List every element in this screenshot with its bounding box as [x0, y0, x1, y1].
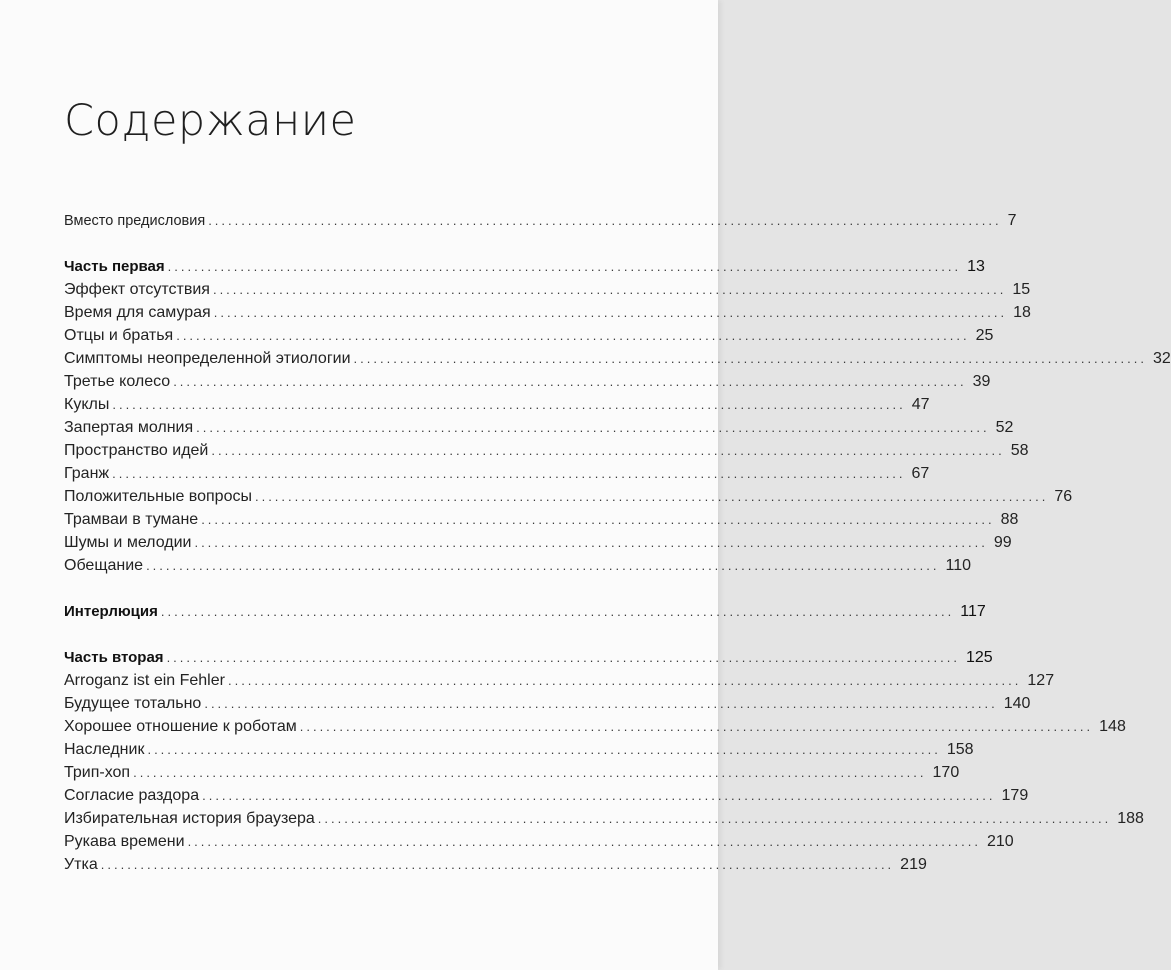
toc-entry-page: 88: [1000, 511, 1019, 528]
toc-entry: [64, 738, 974, 761]
toc-entry-label: Трип-хоп: [64, 764, 131, 781]
table-of-contents: [64, 209, 1171, 876]
toc-entry: [64, 830, 1014, 853]
toc-entry: [64, 462, 930, 485]
toc-entry-label: Вместо предисловия: [64, 213, 206, 229]
toc-entry: [64, 370, 991, 393]
toc-entry-page: 76: [1054, 488, 1073, 505]
toc-entry-label: Часть первая: [64, 258, 165, 275]
toc-entry-page: 52: [995, 419, 1014, 436]
toc-entry-label: Пространство идей: [64, 442, 209, 459]
toc-entry: [64, 669, 1055, 692]
toc-entry-label: Гранж: [64, 465, 110, 482]
toc-entry-label: Запертая молния: [64, 419, 194, 436]
toc-entry-page: 18: [1013, 304, 1031, 321]
section-gap: [64, 577, 598, 600]
toc-entry-page: 140: [1003, 695, 1031, 712]
toc-entry-label: Интерлюция: [64, 603, 158, 620]
toc-entry-page: 58: [1010, 442, 1029, 459]
toc-entry-page: 127: [1027, 672, 1055, 689]
toc-leader-dots: ........................................................................................................................: [317, 811, 1112, 826]
toc-entry-page: 158: [946, 741, 974, 758]
toc-entry: [64, 278, 1031, 301]
toc-entry: [64, 508, 1019, 531]
toc-entry-label: Обещание: [64, 557, 144, 574]
toc-entry-page: 25: [975, 327, 994, 344]
toc-leader-dots: ........................................................................................................................: [167, 259, 962, 274]
toc-entry-label: Избирательная история браузера: [64, 810, 315, 827]
toc-entry-page: 219: [900, 856, 927, 873]
toc-entry-label: Часть вторая: [64, 649, 164, 666]
toc-leader-dots: ........................................................................................................................: [227, 673, 1022, 688]
toc-entry-page: 47: [911, 396, 930, 413]
section-gap: [64, 232, 598, 255]
toc-entry-label: Симптомы неопределенной этиологии: [64, 350, 351, 367]
toc-leader-dots: ........................................................................................................................: [208, 213, 1002, 228]
toc-leader-dots: ........................................................................................................................: [201, 512, 995, 527]
toc-entry: [64, 393, 930, 416]
toc-leader-dots: ........................................................................................................................: [176, 328, 970, 343]
toc-leader-dots: ........................................................................................................................: [299, 719, 1094, 734]
toc-leader-dots: ........................................................................................................................: [204, 696, 998, 711]
toc-entry-label: Время для самурая: [64, 304, 211, 321]
toc-entry: [64, 485, 1073, 508]
toc-part-heading: [64, 646, 993, 669]
toc-entry: [64, 301, 1031, 324]
toc-entry-page: 148: [1099, 718, 1126, 735]
toc-entry-page: 13: [967, 258, 985, 275]
toc-part-heading: [64, 255, 985, 278]
toc-entry-label: Трамваи в тумане: [64, 511, 199, 528]
toc-entry-label: Утка: [64, 856, 98, 873]
toc-leader-dots: ........................................................................................................................: [166, 650, 960, 665]
section-gap: [64, 623, 598, 646]
toc-leader-dots: ........................................................................................................................: [147, 742, 941, 757]
toc-entry-page: 125: [965, 649, 993, 666]
toc-entry-label: Положительные вопросы: [64, 488, 252, 505]
toc-entry-page: 99: [993, 534, 1012, 551]
toc-entry: [64, 347, 1171, 370]
toc-entry-page: 210: [986, 833, 1014, 850]
toc-entry-page: 117: [960, 603, 986, 620]
toc-entry-page: 110: [945, 557, 971, 574]
toc-leader-dots: ........................................................................................................................: [112, 466, 906, 481]
toc-entry-label: Шумы и мелодии: [64, 534, 192, 551]
toc-entry-label: Будущее тотально: [64, 695, 202, 712]
toc-entry: [64, 439, 1029, 462]
toc-entry: [64, 761, 960, 784]
toc-part-heading: [64, 600, 986, 623]
toc-entry: [64, 807, 1144, 830]
toc-entry-label: Согласие раздора: [64, 787, 200, 804]
toc-leader-dots: ........................................................................................................................: [146, 558, 940, 573]
toc-entry-label: Отцы и братья: [64, 327, 174, 344]
toc-leader-dots: ........................................................................................................................: [353, 351, 1147, 366]
toc-leader-dots: ........................................................................................................................: [254, 489, 1049, 504]
toc-entry-label: Куклы: [64, 396, 110, 413]
toc-entry-page: 39: [972, 373, 991, 390]
toc-entry-page: 188: [1117, 810, 1144, 827]
toc-entry: [64, 853, 927, 876]
toc-entry-page: 67: [911, 465, 930, 482]
toc-entry-page: 32: [1152, 350, 1171, 367]
toc-entry-label: Рукава времени: [64, 833, 185, 850]
toc-entry: [64, 715, 1126, 738]
toc-entry: [64, 531, 1012, 554]
toc-entry-label: Эффект отсутствия: [64, 281, 210, 298]
toc-leader-dots: ........................................................................................................................: [112, 397, 906, 412]
toc-entry-page: 179: [1001, 787, 1029, 804]
toc-entry: [64, 324, 994, 347]
toc-entry-page: 15: [1012, 281, 1031, 298]
toc-entry-label: Хорошее отношение к роботам: [64, 718, 297, 735]
toc-entry: [64, 416, 1014, 439]
toc-leader-dots: ........................................................................................................................: [173, 374, 967, 389]
toc-leader-dots: ........................................................................................................................: [133, 765, 927, 780]
toc-leader-dots: ........................................................................................................................: [212, 282, 1007, 297]
toc-leader-dots: ........................................................................................................................: [213, 305, 1008, 320]
toc-leader-dots: ........................................................................................................................: [160, 604, 955, 619]
toc-entry-page: 170: [932, 764, 960, 781]
toc-leader-dots: ........................................................................................................................: [194, 535, 988, 550]
page-title: Содержание: [64, 96, 357, 146]
toc-entry: [64, 554, 971, 577]
toc-entry-label: Arroganz ist ein Fehler: [64, 672, 225, 689]
toc-entry-page: 7: [1007, 212, 1017, 229]
toc-leader-dots: ........................................................................................................................: [211, 443, 1005, 458]
toc-entry: [64, 784, 1029, 807]
toc-leader-dots: ........................................................................................................................: [187, 834, 981, 849]
toc-leader-dots: ........................................................................................................................: [196, 420, 990, 435]
toc-leader-dots: ........................................................................................................................: [100, 857, 895, 872]
toc-entry-label: Наследник: [64, 741, 145, 758]
toc-leader-dots: ........................................................................................................................: [202, 788, 996, 803]
toc-entry: [64, 209, 1017, 232]
toc-entry-label: Третье колесо: [64, 373, 171, 390]
toc-entry: [64, 692, 1031, 715]
